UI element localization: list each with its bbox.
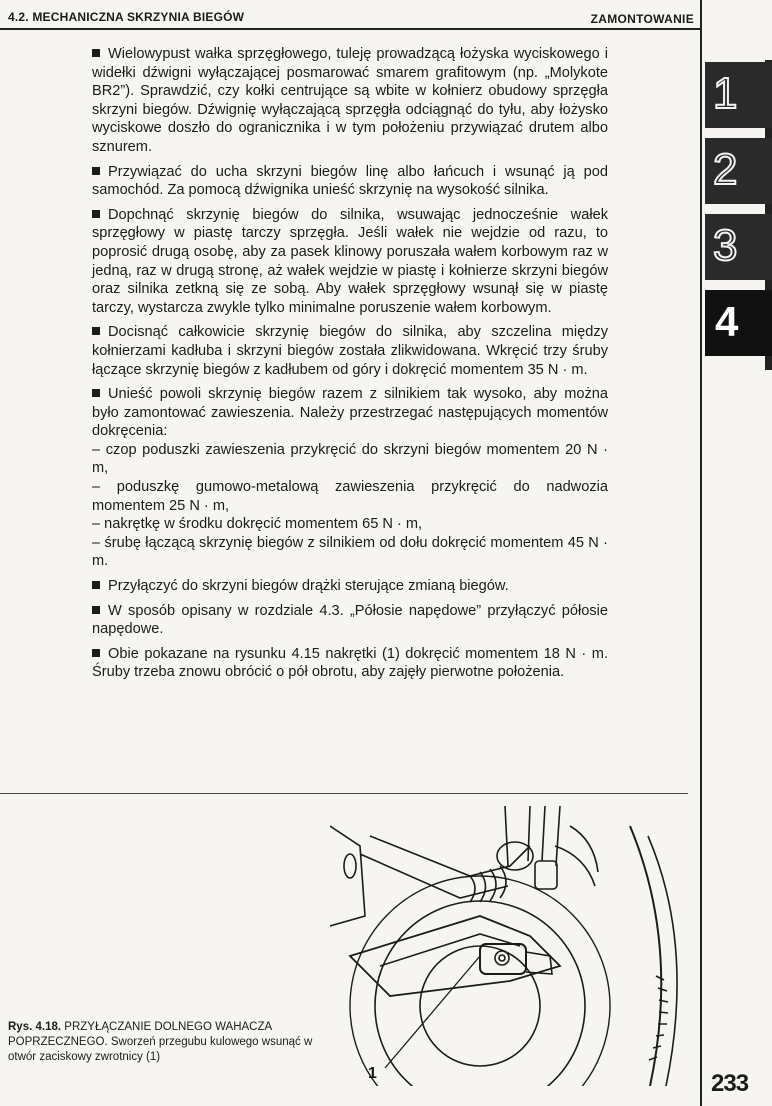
dash-item: – śrubę łączącą skrzynię biegów z silnikiem od dołu dokręcić momentem 45 N · m.	[92, 534, 608, 570]
paragraph: Dopchnąć skrzynię biegów do silnika, wsuwając jednocześnie wałek sprzęgłowy w piastę tarczy sprzęgła. Jeśli wałek nie wejdzie od razu, to poprosić drugą osobę, aby za pasek klinowy poruszała wałem korbowym raz w jedną, raz w drugą stronę, aż wałek wejdzie w piastę i kołnierze skrzyni biegów oraz silnika zetkną się ze sobą. Aby wałek sprzęgłowy wsunął się w piastę tarczy, wystarcza zwykle tylko minimalne poruszenie wałem korbowym.	[92, 206, 608, 316]
body-text	[92, 45, 608, 688]
bullet-icon	[92, 167, 100, 175]
paragraph: Docisnąć całkowicie skrzynię biegów do silnika, aby szczelina między kołnierzami kadłuba i skrzyni biegów została zlikwidowana. Wkręcić trzy śruby łączące skrzynię biegów z kadłubem od góry i dokręcić momentem 35 N · m.	[92, 324, 608, 378]
figure-separator-rule	[0, 793, 688, 794]
dash-item: – nakrętkę w środku dokręcić momentem 65 N · m,	[92, 516, 423, 533]
page-number: 233	[711, 1070, 749, 1097]
chapter-tabs	[705, 62, 772, 366]
caption-text: Sworzeń przegubu kulowego wsunąć w otwór zaciskowy zwrotnicy (1)	[8, 1036, 313, 1063]
header-rule	[0, 28, 702, 30]
bullet-icon	[92, 49, 100, 57]
figure-callout-label: 1	[368, 1065, 377, 1082]
paragraph: Przywiązać do ucha skrzyni biegów linę albo łańcuch i wsunąć ją pod samochód. Za pomocą dźwignika unieść skrzynię na wysokość silnika.	[92, 163, 608, 199]
chapter-tab-4[interactable]: 4	[705, 290, 772, 356]
dash-item: – poduszkę gumowo-metalową zawieszenia przykręcić do nadwozia momentem 25 N · m,	[92, 479, 608, 514]
chapter-tab-1[interactable]: 1	[705, 62, 772, 128]
bullet-icon	[92, 649, 100, 657]
suspension-illustration	[330, 806, 690, 1086]
dash-item: – czop poduszki zawieszenia przykręcić do skrzyni biegów momentem 20 N · m,	[92, 441, 608, 477]
section-header: 4.2. MECHANICZNA SKRZYNIA BIEGÓW	[8, 10, 245, 24]
bullet-icon	[92, 210, 100, 218]
paragraph: Przyłączyć do skrzyni biegów drążki sterujące zmianą biegów.	[92, 577, 608, 596]
chapter-tab-3[interactable]: 3	[705, 214, 772, 280]
bullet-icon	[92, 606, 100, 614]
margin-rule	[700, 0, 702, 1106]
bullet-icon	[92, 581, 100, 589]
topic-header: ZAMONTOWANIE	[590, 12, 694, 26]
paragraph: Wielowypust wałka sprzęgłowego, tuleję prowadzącą łożyska wyciskowego i widełki dźwigni wyłączającej posmarować smarem grafitowym (np. „Molykote BR2”). Sprawdzić, czy kołki centrujące są wbite w kołnierz obudowy sprzęgła skrzyni biegów. Dźwignię wyłączającą sprzęgła odciągnąć do tyłu, aby łożysko wyciskowe doszło do ogranicznika i w tym położeniu przywiązać drutem albo sznurem.	[92, 46, 608, 155]
caption-number: Rys. 4.18.	[8, 1021, 62, 1033]
bullet-icon	[92, 327, 100, 335]
paragraph: Unieść powoli skrzynię biegów razem z silnikiem tak wysoko, aby można było zamontować zawieszenia. Należy przestrzegać następujących momentów dokręcenia:	[92, 386, 608, 440]
paragraph: W sposób opisany w rozdziale 4.3. „Półosie napędowe” przyłączyć półosie napędowe.	[92, 602, 608, 638]
paragraph: Obie pokazane na rysunku 4.15 nakrętki (1) dokręcić momentem 18 N · m. Śruby trzeba znowu obrócić o pół obrotu, aby zajęły pierwotne położenia.	[92, 645, 608, 681]
caption-title: PRZYŁĄCZANIE DOLNEGO WAHACZA POPRZECZNEGO.	[8, 1021, 272, 1048]
bullet-icon	[92, 389, 100, 397]
figure-caption	[8, 1020, 338, 1065]
chapter-tab-2[interactable]: 2	[705, 138, 772, 204]
